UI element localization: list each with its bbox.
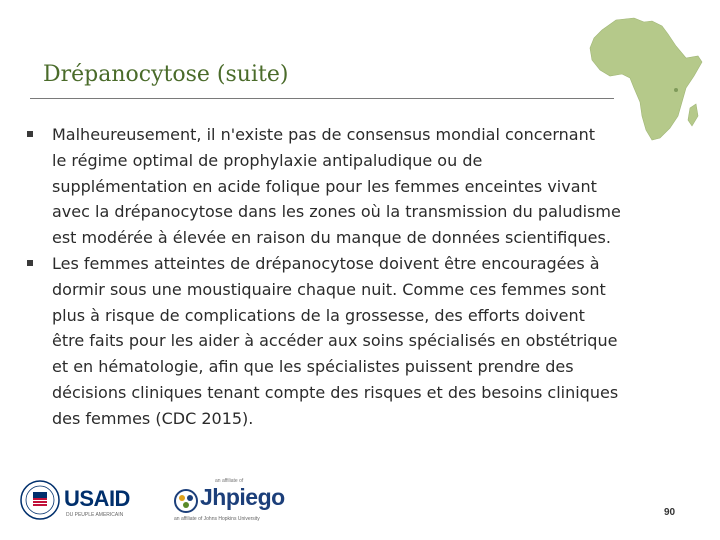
bullet-item (26, 251, 696, 432)
usaid-seal-icon (20, 480, 60, 520)
title-divider (30, 98, 614, 99)
jhpiego-mark-icon (172, 488, 200, 514)
bullet-line: décisions cliniques tenant compte des risques et des besoins cliniques (52, 382, 619, 402)
jhpiego-tagline: an affiliate of Johns Hopkins University (174, 516, 260, 522)
bullet-line: est modérée à élevée en raison du manque de données scientifiques. (52, 228, 611, 248)
bullet-item (26, 122, 696, 251)
bullet-line: plus à risque de complications de la grossesse, des efforts doivent (52, 305, 585, 325)
usaid-wordmark-text: USAID (64, 486, 130, 511)
page-number: 90 (664, 507, 676, 518)
slide-title: Drépanocytose (suite) (43, 62, 289, 87)
bullet-line: être faits pour les aider à accéder aux soins spécialisés en obstétrique (52, 331, 618, 351)
bullet-square-icon (27, 260, 33, 266)
jhpiego-partner-text: an affiliate of (215, 478, 244, 484)
bullet-line: Les femmes atteintes de drépanocytose doivent être encouragées à (52, 253, 600, 273)
bullet-line: dormir sous une moustiquaire chaque nuit. Comme ces femmes sont (52, 279, 606, 299)
bullet-line: le régime optimal de prophylaxie antipaludique ou de (52, 150, 483, 170)
bullet-list (26, 122, 696, 432)
usaid-wordmark (64, 486, 130, 512)
bullet-square-icon (27, 131, 33, 137)
jhpiego-wordmark: Jhpiego (200, 484, 285, 510)
bullet-line: avec la drépanocytose dans les zones où la transmission du paludisme (52, 202, 621, 222)
bullet-line: des femmes (CDC 2015). (52, 408, 254, 428)
bullet-line: et en hématologie, afin que les spécialistes puissent prendre des (52, 357, 574, 377)
bullet-line: Malheureusement, il n'existe pas de consensus mondial concernant (52, 125, 596, 144)
bullet-line: supplémentation en acide folique pour les femmes enceintes vivant (52, 176, 597, 196)
partner-logos (20, 478, 300, 526)
usaid-subtext: DU PEUPLE AMERICAIN (66, 512, 124, 518)
